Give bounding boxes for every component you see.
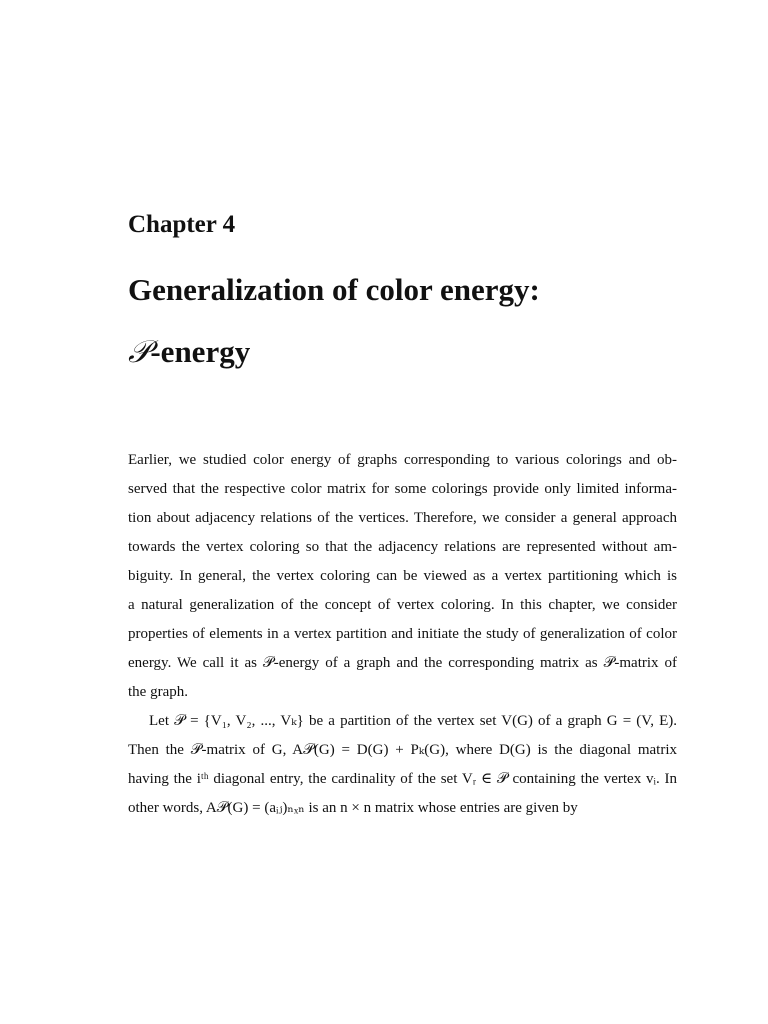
text-line: served that the respective color matrix for some colorings provide only limited informa- [128,481,677,497]
text-line: Then the 𝒫-matrix of G, A𝒫(G) = D(G) + Pₖ(G), where D(G) is the diagonal matrix [128,742,677,758]
text-line: the graph. [128,684,188,700]
text-line: properties of elements in a vertex partition and initiate the study of generalization of color [128,626,677,642]
text-line: biguity. In general, the vertex coloring can be viewed as a vertex partitioning which is [128,568,677,584]
text-line: towards the vertex coloring so that the adjacency relations are represented without am- [128,539,677,555]
text-line: a natural generalization of the concept of vertex coloring. In this chapter, we consider [128,597,677,613]
text-line: tion about adjacency relations of the vertices. Therefore, we consider a general approach [128,510,677,526]
chapter-label: Chapter 4 [128,211,236,238]
script-p-symbol: 𝒫 [128,334,151,370]
chapter-title-line2-rest: -energy [150,334,251,369]
chapter-title-line2 [128,332,250,372]
chapter-title [128,270,540,370]
text-line: Let 𝒫 = {V₁, V₂, ..., Vₖ} be a partition of the vertex set V(G) of a graph G = (V, E). [149,713,677,729]
text-line: energy. We call it as 𝒫-energy of a graph and the corresponding matrix as 𝒫-matrix of [128,655,677,671]
text-line: having the iᵗʰ diagonal entry, the cardinality of the set Vᵣ ∈ 𝒫 containing the vertex vᵢ. In [128,771,677,787]
paragraph-definition [128,707,677,823]
text-line: other words, A𝒫(G) = (aᵢⱼ)ₙₓₙ is an n × n matrix whose entries are given by [128,800,578,816]
text-line: Earlier, we studied color energy of graphs corresponding to various colorings and ob- [128,452,677,468]
paragraph-intro [128,446,677,707]
chapter-body [128,446,677,823]
chapter-title-line1: Generalization of color energy: [128,272,540,307]
